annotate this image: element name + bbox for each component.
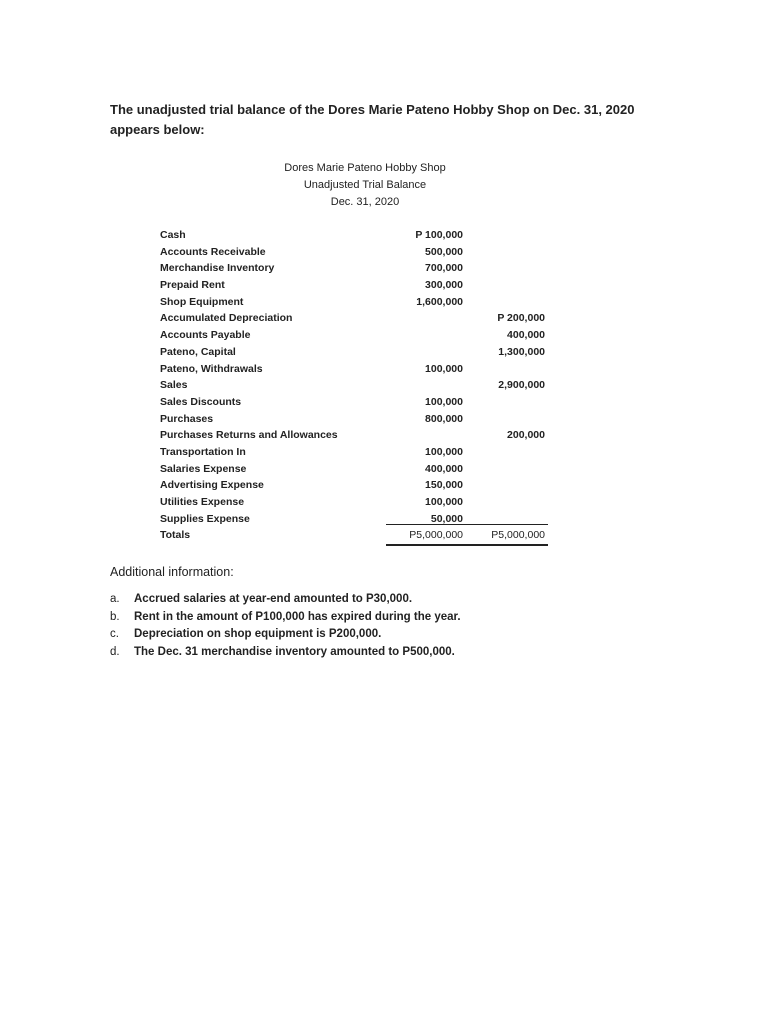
credit-amount: 400,000 — [507, 329, 545, 342]
table-row — [160, 327, 555, 344]
table-row — [160, 444, 555, 461]
table-row — [160, 227, 555, 244]
account-name: Pateno, Capital — [160, 345, 236, 358]
account-name: Purchases Returns and Allowances — [160, 429, 338, 442]
table-row — [160, 244, 555, 261]
item-letter: d. — [110, 645, 120, 658]
debit-amount: 700,000 — [425, 262, 463, 275]
item-text: Rent in the amount of P100,000 has expired during the year. — [134, 610, 461, 623]
account-name: Sales — [160, 379, 188, 392]
account-name: Accumulated Depreciation — [160, 312, 293, 325]
debit-amount: 100,000 — [425, 362, 463, 375]
credit-amount: 2,900,000 — [498, 379, 545, 392]
intro-paragraph — [110, 100, 650, 140]
statement-date: Dec. 31, 2020 — [330, 196, 400, 208]
account-name: Accounts Payable — [160, 329, 251, 342]
account-name: Accounts Receivable — [160, 245, 266, 258]
debit-amount: 1,600,000 — [416, 295, 463, 308]
table-row — [160, 377, 555, 394]
debit-amount: 800,000 — [425, 412, 463, 425]
table-row — [160, 277, 555, 294]
item-text: Depreciation on shop equipment is P200,000. — [134, 628, 382, 640]
table-row — [160, 461, 555, 478]
item-letter: a. — [110, 593, 120, 605]
trial-balance-table — [160, 227, 555, 544]
table-row — [160, 361, 555, 378]
debit-amount: P 100,000 — [415, 229, 463, 241]
account-name: Supplies Expense — [160, 512, 250, 525]
table-row — [160, 344, 555, 361]
table-row — [160, 411, 555, 428]
table-row — [160, 427, 555, 444]
credit-amount: 200,000 — [507, 429, 545, 442]
table-row — [160, 477, 555, 494]
debit-amount: 500,000 — [425, 245, 463, 258]
statement-title: Unadjusted Trial Balance — [303, 179, 427, 191]
account-name: Utilities Expense — [160, 496, 245, 508]
list-item — [110, 591, 530, 609]
debit-total: P5,000,000 — [409, 529, 463, 542]
list-item — [110, 626, 530, 644]
account-name: Prepaid Rent — [160, 279, 225, 292]
debit-amount: 300,000 — [425, 279, 463, 292]
statement-heading — [220, 160, 510, 211]
credit-amount: 1,300,000 — [498, 345, 545, 358]
item-letter: b. — [110, 610, 120, 623]
debit-amount: 100,000 — [425, 395, 463, 408]
item-letter: c. — [110, 628, 119, 640]
account-name: Totals — [160, 529, 191, 542]
intro-line-1: The unadjusted trial balance of the Dores Marie Pateno Hobby Shop on Dec. 31, 2020 — [110, 102, 635, 117]
totals-top-rule — [386, 524, 548, 525]
credit-amount: P 200,000 — [497, 312, 545, 325]
account-name: Advertising Expense — [160, 479, 264, 492]
additional-info-list — [110, 591, 530, 661]
debit-amount: 100,000 — [425, 445, 463, 458]
list-item — [110, 644, 530, 662]
additional-info-title: Additional information: — [110, 565, 234, 579]
account-name: Purchases — [160, 412, 214, 425]
table-row — [160, 260, 555, 277]
credit-total: P5,000,000 — [491, 529, 545, 542]
account-name: Transportation In — [160, 445, 246, 458]
table-row — [160, 310, 555, 327]
debit-amount: 150,000 — [425, 479, 463, 492]
account-name: Shop Equipment — [160, 295, 244, 308]
debit-amount: 400,000 — [425, 462, 463, 475]
item-text: Accrued salaries at year-end amounted to P30,000. — [134, 593, 413, 605]
intro-line-2: appears below: — [110, 122, 205, 137]
account-name: Salaries Expense — [160, 462, 247, 475]
table-row — [160, 394, 555, 411]
list-item — [110, 609, 530, 627]
account-name: Pateno, Withdrawals — [160, 362, 263, 375]
item-text: The Dec. 31 merchandise inventory amounted to P500,000. — [134, 645, 455, 658]
company-name: Dores Marie Pateno Hobby Shop — [284, 162, 446, 174]
account-name: Cash — [160, 229, 186, 241]
account-name: Sales Discounts — [160, 395, 242, 408]
totals-row — [160, 527, 555, 544]
table-row — [160, 494, 555, 511]
totals-double-rule — [386, 544, 548, 546]
account-name: Merchandise Inventory — [160, 262, 275, 275]
debit-amount: 50,000 — [430, 512, 463, 525]
debit-amount: 100,000 — [425, 496, 463, 508]
table-row — [160, 294, 555, 311]
